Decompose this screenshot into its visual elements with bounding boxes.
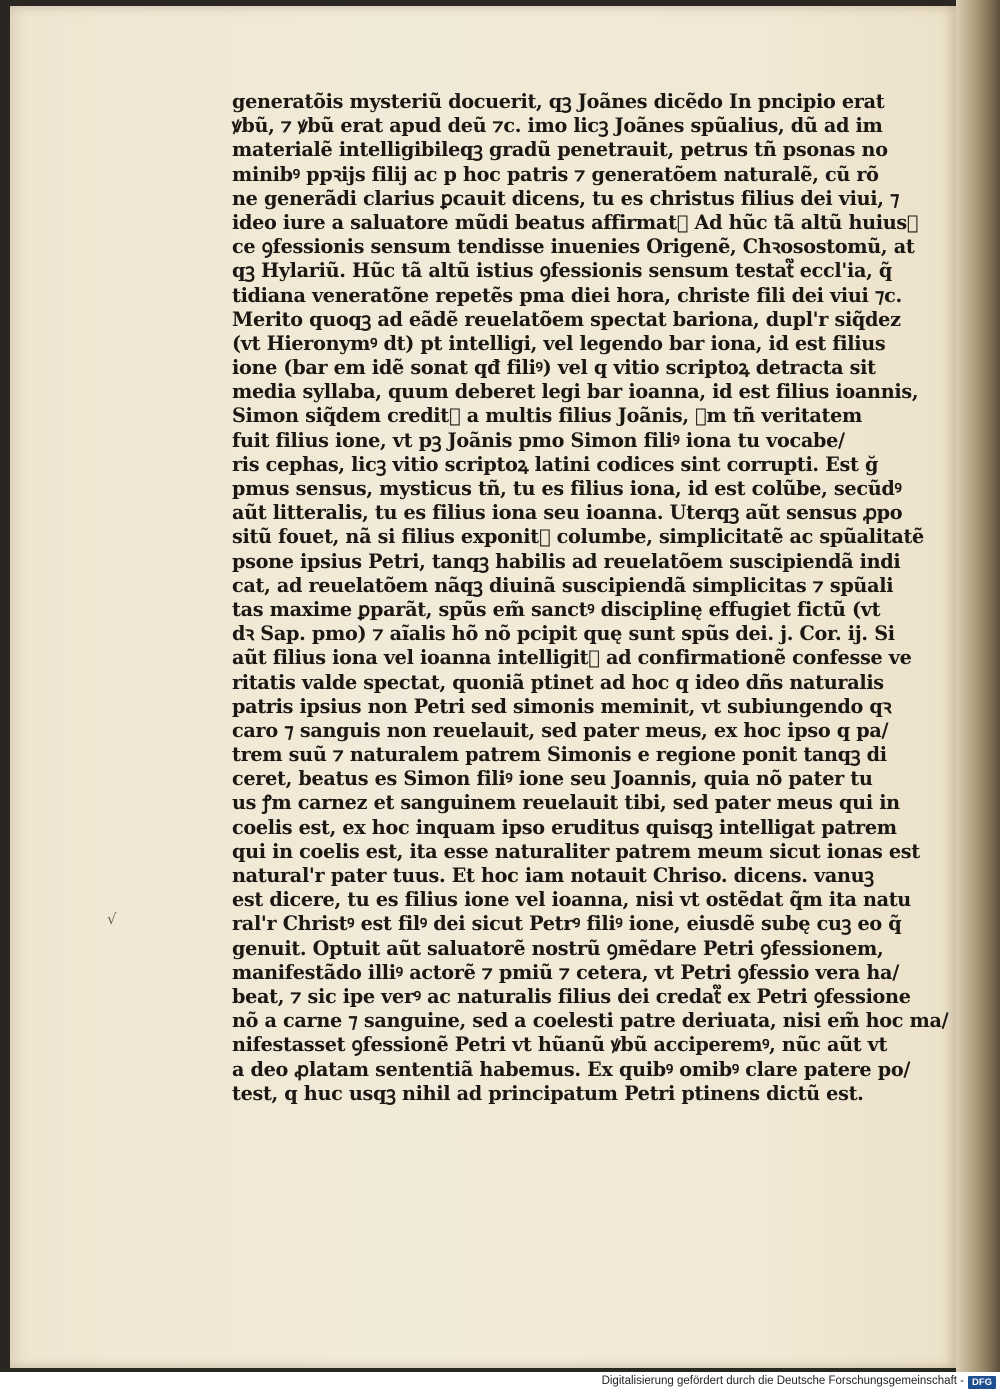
text-line: test, q huc usqꝫ nihil ad principatum Petri ptinens dictũ est.	[232, 1081, 864, 1105]
text-line: media syllaba, quum deberet legi bar ioanna, id est filius ioannis,	[232, 380, 919, 404]
text-line: ce ꝯfessionis sensum tendisse inuenies Origenẽ, Chꝛosostomũ, at	[232, 235, 915, 259]
text-line: cat, ad reuelatõem nãqꝫ diuinã suscipiendã simplicitas ⁊ spũali	[232, 573, 894, 597]
text-line: ritatis valde spectat, quoniã ptinet ad hoc q ideo dñs naturalis	[232, 670, 884, 694]
page-edge	[956, 0, 1000, 1372]
text-line: aũt litteralis, tu es filius iona seu ioanna. Uterqꝫ aũt sensus ꝓpo	[232, 501, 903, 525]
text-line: ceret, beatus es Simon filiꝰ ione seu Joannis, quia nõ pater tu	[232, 767, 873, 791]
text-line: fuit filius ione, vt pꝫ Joãnis pmo Simon filiꝰ iona tu vocabe/	[232, 428, 845, 452]
dfg-logo: DFG	[968, 1376, 996, 1389]
text-line: coelis est, ex hoc inquam ipso eruditus quisqꝫ intelligat patrem	[232, 815, 897, 839]
text-line: genuit. Optuit aũt saluatorẽ nostrũ ꝯmẽdare Petri ꝯfessionem,	[232, 936, 884, 960]
text-line: tidiana veneratõne repetẽs pma diei hora, christe fili dei viui ⁊c.	[232, 283, 902, 307]
text-line: beat, ⁊ sic ipe verꝰ ac naturalis filius dei credat᷑ ex Petri ꝯfessione	[232, 984, 911, 1008]
text-line: ione (bar em idẽ sonat qđ filiꝰ) vel q vitio scriptoꝝ detracta sit	[232, 356, 876, 380]
book-page	[10, 6, 956, 1368]
footer-credit: Digitalisierung gefördert durch die Deutsche Forschungsgemeinschaft -	[601, 1375, 964, 1387]
text-line: patris ipsius non Petri sed simonis meminit, vt subiungendo qꝛ	[232, 694, 892, 718]
footer-bar	[0, 1372, 1000, 1393]
text-line: (vt Hieronymꝰ dt) pt intelligi, vel legendo bar iona, id est filius	[232, 331, 886, 355]
text-line: psone ipsius Petri, tanqꝫ habilis ad reuelatõem suscipiendã indi	[232, 549, 901, 573]
text-line: materialẽ intelligibileqꝫ gradũ penetrauit, petrus tñ psonas no	[232, 138, 888, 162]
margin-mark: √	[107, 910, 117, 928]
text-line: trem suũ ⁊ naturalem patrem Simonis e regione ponit tanqꝫ di	[232, 743, 887, 767]
text-line: dꝛ Sap. pmo) ⁊ aĩalis hõ nõ pcipit quę sunt spũs dei. j. Cor. ij. Si	[232, 622, 895, 646]
text-line: a deo ꝓlatam sententiã habemus. Ex quibꝰ omibꝰ clare patere po/	[232, 1057, 911, 1081]
text-line: nõ a carne ⁊ sanguine, sed a coelesti patre deriuata, nisi em̃ hoc ma/	[232, 1009, 949, 1033]
text-line: qui in coelis est, ita esse naturaliter patrem meum sicut ionas est	[232, 839, 920, 863]
text-line: est dicere, tu es filius ione vel ioanna, nisi vt ostẽdat q̃m ita natu	[232, 888, 911, 912]
text-line: caro ⁊ sanguis non reuelauit, sed pater meus, ex hoc ipso q pa/	[232, 718, 889, 742]
text-line: Simon siq̃dem credit᷑ a multis filius Joãnis, ꝭm tñ veritatem	[232, 404, 863, 428]
text-line: aũt filius iona vel ioanna intelligit᷑ ad confirmationẽ confesse ve	[232, 646, 912, 670]
text-line: minibꝰ ppꝛijs filij ac p hoc patris ⁊ generatõem naturalẽ, cũ rõ	[232, 162, 879, 186]
text-line: ral'r Christꝰ est filꝰ dei sicut Petrꝰ filiꝰ ione, eiusdẽ subę cuꝫ eo q̃	[232, 912, 902, 936]
text-line: sitũ fouet, nã si filius exponit᷑ columbe, simplicitatẽ ac spũalitatẽ	[232, 525, 924, 549]
text-line: tas maxime ꝑparãt, spũs em̃ sanctꝰ disciplinę effugiet fictũ (vt	[232, 597, 881, 621]
text-line: ne generãdi clarius ꝑcauit dicens, tu es christus filius dei viui, ⁊	[232, 186, 900, 210]
text-line: pmus sensus, mysticus tñ, tu es filius iona, id est colũbe, secũdꝰ	[232, 477, 902, 500]
text-line: generatõis mysteriũ docuerit, qꝫ Joãnes dicẽdo In pncipio erat	[232, 90, 885, 113]
text-line: nifestasset ꝯfessionẽ Petri vt hũanũ ꝟbũ acciperemꝰ, nũc aũt vt	[232, 1033, 888, 1057]
text-line: qꝫ Hylariũ. Hũc tã altũ istius ꝯfessionis sensum testat᷑ eccl'ia, q̃	[232, 259, 892, 283]
text-line: natural'r pater tuus. Et hoc iam notauit Chriso. dicens. vanuꝫ	[232, 864, 874, 887]
text-line: us ꝭm carnez et sanguinem reuelauit tibi, sed pater meus qui in	[232, 791, 900, 815]
text-column	[232, 90, 949, 1106]
text-line: Merito quoqꝫ ad eãdẽ reuelatõem spectat bariona, dupl'r siq̃dez	[232, 307, 901, 331]
text-line: ꝟbũ, ⁊ ꝟbũ erat apud deũ ⁊c. imo licꝫ Joãnes spũalius, dũ ad im	[232, 114, 883, 138]
text-line: ideo iure a saluatore mũdi beatus affirmat᷑ Ad hũc tã altũ huiusꝯ	[232, 210, 919, 234]
text-line: manifestãdo illiꝰ actorẽ ⁊ pmiũ ⁊ cetera, vt Petri ꝯfessio vera ha/	[232, 960, 899, 984]
text-line: ris cephas, licꝫ vitio scriptoꝝ latini codices sint corrupti. Est ğ	[232, 452, 879, 476]
